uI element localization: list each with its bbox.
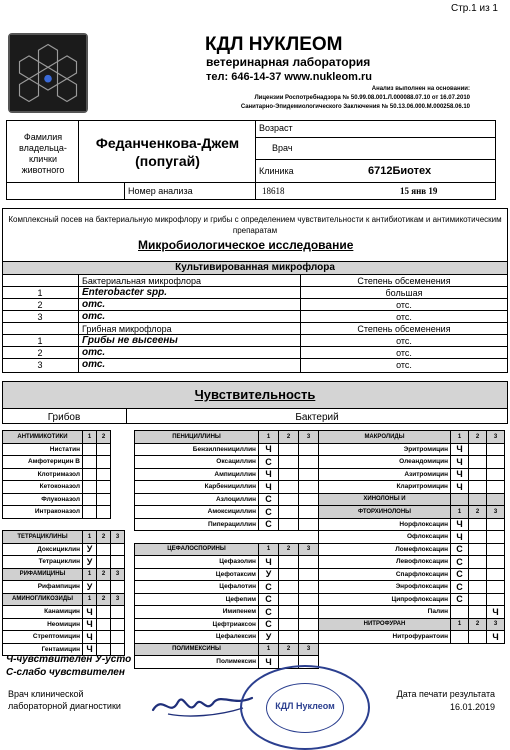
fungi-row-1-name: Грибы не высеены <box>82 335 178 346</box>
table-row: Стрептомицин Ч <box>3 631 125 644</box>
sens-title: Чувствительность <box>194 387 316 402</box>
fungi-row-1-n: 1 <box>37 336 43 346</box>
analysis-label: Номер анализа <box>128 186 193 196</box>
lab-phone: тел: 646-14-37 www.nukleom.ru <box>206 71 373 83</box>
lab-logo <box>8 33 88 113</box>
table-row: Флуконазол <box>3 493 125 506</box>
fungi-row-1-degree: отс. <box>396 336 412 346</box>
description-text: Комплексный посев на бактериальную микрофлору и грибы с определением чувствительности к антибиотикам и антимикотическим препаратам <box>8 215 502 235</box>
table-row: Азитромицин Ч <box>319 468 505 481</box>
table-row: Ципрофлоксацин С <box>319 593 505 606</box>
table-row: Интраконазол <box>3 506 125 519</box>
table-row: ЦЕФАЛОСПОРИНЫ 1 2 3 <box>135 543 319 556</box>
header-tetracyclines: ТЕТРАЦИКЛИНЫ <box>3 531 83 544</box>
table-row: Энрофлоксацин С <box>319 581 505 594</box>
bact-row-2-name: отс. <box>82 299 106 310</box>
culture-title: Культивированная микрофлора <box>175 262 335 273</box>
sens-bact-label: Бактерий <box>295 412 339 423</box>
header-rifamycins: РИФАМИЦИНЫ <box>3 568 83 581</box>
table-penicillins <box>134 430 319 669</box>
honeycomb-logo-icon <box>10 35 86 111</box>
table-row: Спарфлоксацин С <box>319 568 505 581</box>
table-row: ФТОРХИНОЛОНЫ 1 2 3 <box>319 506 505 519</box>
table-row: ТЕТРАЦИКЛИНЫ 1 2 3 <box>3 531 125 544</box>
bact-row-2-n: 2 <box>37 300 43 310</box>
table-row: Левофлоксацин С <box>319 556 505 569</box>
micro-title: Микробиологическое исследование <box>138 238 354 252</box>
page-number: Стр.1 из 1 <box>451 3 498 14</box>
table-row: Неомицин Ч <box>3 618 125 631</box>
fungi-row-2-n: 2 <box>37 348 43 358</box>
table-row: РИФАМИЦИНЫ 1 2 3 <box>3 568 125 581</box>
header-aminoglycosides: АМИНОГЛИКОЗИДЫ <box>3 593 83 606</box>
table-row: АНТИМИКОТИКИ 1 2 <box>3 431 125 444</box>
fungi-row-2-degree: отс. <box>396 348 412 358</box>
table-row: Нистатин <box>3 443 125 456</box>
table-row: МАКРОЛИДЫ 1 2 3 <box>319 431 505 444</box>
print-date: 16.01.2019 <box>449 702 495 712</box>
table-row: Цефалексин У <box>135 631 319 644</box>
fungi-header: Грибная микрофлора <box>82 324 172 334</box>
table-row: Офлоксацин Ч <box>319 531 505 544</box>
table-row: Кетоконазол <box>3 481 125 494</box>
header-penicillins: ПЕНИЦИЛЛИНЫ <box>135 431 259 444</box>
table-row: Цефепим С <box>135 593 319 606</box>
bact-row-1-degree: большая <box>385 288 423 298</box>
header-quinolones-2: ФТОРХИНОЛОНЫ <box>319 506 451 519</box>
table-row: Оксациллин С <box>135 456 319 469</box>
table-row: Цефазолин Ч <box>135 556 319 569</box>
table-row: Канамицин Ч <box>3 606 125 619</box>
bact-row-3-degree: отс. <box>396 312 412 322</box>
table-row <box>319 493 505 506</box>
sens-fungi-label: Грибов <box>47 412 81 423</box>
table-row: Бензилпенициллин Ч <box>135 443 319 456</box>
table-row: Амфотерицин В <box>3 456 125 469</box>
clinic-value: 6712Биотех <box>368 165 432 177</box>
bact-header: Бактериальная микрофлора <box>82 276 202 286</box>
header-cephalosporins: ЦЕФАЛОСПОРИНЫ <box>135 543 259 556</box>
table-row: АМИНОГЛИКОЗИДЫ 1 2 3 <box>3 593 125 606</box>
bact-row-3-n: 3 <box>37 312 43 322</box>
table-row: НИТРОФУРАН 1 2 3 <box>319 618 505 631</box>
print-date-label: Дата печати результата <box>396 689 495 699</box>
owner-name: Феданченкова-Джем (попугай) <box>95 135 240 169</box>
table-row: Тетрациклин У <box>3 556 125 569</box>
fungi-degree-header: Степень обсеменения <box>357 324 451 334</box>
license-line-2: Санитарно-Эпидемиологического Заключения № 50.13.06.000.М.000258.06.10 <box>240 104 470 110</box>
table-row: Олеандомицин Ч <box>319 456 505 469</box>
table-row: ПЕНИЦИЛЛИНЫ 1 2 3 <box>135 431 319 444</box>
table-row: Цефтриаксон С <box>135 618 319 631</box>
fungi-row-3-n: 3 <box>37 360 43 370</box>
fungi-row-2-name: отс. <box>82 347 106 358</box>
table-row: Доксициклин У <box>3 543 125 556</box>
license-head: Анализ выполнен на основании: <box>371 86 470 92</box>
clinic-label: Клиника <box>259 166 294 176</box>
table-row: Имипенем С <box>135 606 319 619</box>
bact-row-3-name: отс. <box>82 311 106 322</box>
table-row: Цефалотин С <box>135 581 319 594</box>
owner-label: Фамилия владельца-клички животного <box>19 132 67 175</box>
header-quinolones-1: ХИНОЛОНЫ И <box>319 493 451 506</box>
table-row: Клотримазол <box>3 468 125 481</box>
bact-row-1-name: Enterobacter spp. <box>82 287 168 298</box>
table-row: Нитрофурантоин Ч <box>319 631 505 644</box>
fungi-row-3-name: отс. <box>82 359 106 370</box>
header-macrolides: МАКРОЛИДЫ <box>319 431 451 444</box>
table-row: ПОЛИМЕКСИНЫ 1 2 3 <box>135 643 319 656</box>
doctor-title: Врач клинической лабораторной диагностики <box>8 689 121 711</box>
stamp-text: КДЛ Нуклеом <box>275 701 335 711</box>
table-row: Азлоциллин С <box>135 493 319 506</box>
header-polymyxins: ПОЛИМЕКСИНЫ <box>135 643 259 656</box>
bact-row-2-degree: отс. <box>396 300 412 310</box>
table-row: Ампициллин Ч <box>135 468 319 481</box>
table-row: Ломефлоксацин С <box>319 543 505 556</box>
table-row: Цефотаксим У <box>135 568 319 581</box>
table-row: Палин Ч <box>319 606 505 619</box>
bact-degree-header: Степень обсеменения <box>357 276 451 286</box>
table-row: Гентамицин Ч <box>3 643 125 656</box>
legend-line-2: С-слабо чувствителен <box>6 667 125 678</box>
table-row: Амоксициллин С <box>135 506 319 519</box>
table-row: Норфлоксацин Ч <box>319 518 505 531</box>
license-line-1: Лицензии Роспотребнадзора № 50.99.08.001.Л.000088.07.10 от 16.07.2010 <box>254 95 470 101</box>
table-row: Кларитромицин Ч <box>319 481 505 494</box>
lab-subtitle: ветеринарная лаборатория <box>206 55 371 69</box>
table-row: Пиперациллин С <box>135 518 319 531</box>
doctor-label: Врач <box>272 143 293 153</box>
header-antimycotics: АНТИМИКОТИКИ <box>3 431 83 444</box>
table-macrolides <box>318 430 505 644</box>
table-antimycotics <box>2 430 125 656</box>
bact-row-1-n: 1 <box>37 288 43 298</box>
table-row: Полимексин Ч <box>135 656 319 669</box>
analysis-date: 15 янв 19 <box>400 186 438 196</box>
table-row: Рифампицин У <box>3 581 125 594</box>
fungi-row-3-degree: отс. <box>396 360 412 370</box>
header-nitrofurans: НИТРОФУРАН <box>319 618 451 631</box>
lab-name: КДЛ НУКЛЕОМ <box>205 34 343 55</box>
age-label: Возраст <box>259 123 293 133</box>
analysis-number: 18618 <box>262 186 285 196</box>
legend-line-1: Ч-чувствителен У-усто <box>6 654 132 665</box>
table-row: Карбенициллин Ч <box>135 481 319 494</box>
table-row: Эритромицин Ч <box>319 443 505 456</box>
